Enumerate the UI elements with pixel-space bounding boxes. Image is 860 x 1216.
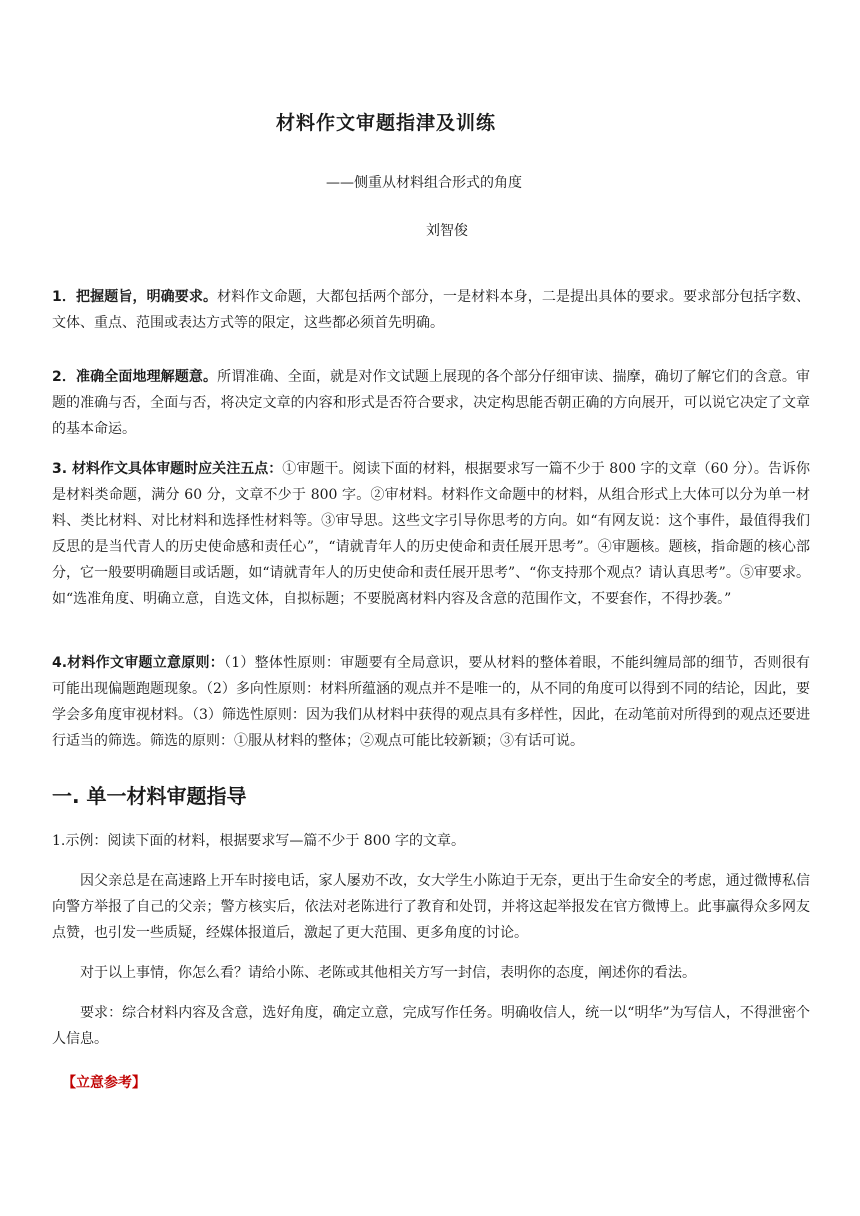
document-subtitle: ——侧重从材料组合形式的角度 (326, 175, 522, 191)
reference-heading: 【立意参考】 (62, 1075, 146, 1091)
point-3 (52, 456, 810, 612)
point-1-label: 1．把握题旨，明确要求。 (52, 289, 218, 305)
point-4-label: 4.材料作文审题立意原则： (52, 655, 225, 671)
example-prompt: 对于以上事情，你怎么看？请给小陈、老陈或其他相关方写一封信，表明你的态度，阐述你的看法。 (80, 965, 696, 981)
point-4-text: （1）整体性原则：审题要有全局意识，要从材料的整体着眼，不能纠缠局部的细节，否则很有可能出现偏题跑题现象。（2）多向性原则：材料所蕴涵的观点并不是唯一的，从不同的角度可以得到不同的结论，因此，要学会多角度审视材料。（3）筛选性原则：因为我们从材料中获得的观点具有多样性，因此，在动笔前对所得到的观点还要进行适当的筛选。筛选的原则：①服从材料的整体；②观点可能比较新颖；③有话可说。 (52, 655, 811, 749)
point-4 (52, 650, 810, 754)
point-1-text: 材料作文命题，大都包括两个部分，一是材料本身，二是提出具体的要求。要求部分包括字数、文体、重点、范围或表达方式等的限定，这些都必须首先明确。 (52, 289, 810, 331)
document-author: 刘智俊 (426, 223, 468, 239)
point-1 (52, 284, 810, 336)
document-title: 材料作文审题指津及训练 (276, 112, 497, 134)
example-requirement: 要求：综合材料内容及含意，选好角度，确定立意，完成写作任务。明确收信人，统一以“明华”为写信人，不得泄密个人信息。 (52, 1005, 810, 1047)
example-intro: 1.示例：阅读下面的材料，根据要求写—篇不少于 800 字的文章。 (52, 833, 465, 849)
point-2 (52, 364, 810, 442)
example-material: 因父亲总是在高速路上开车时接电话，家人屡劝不改，女大学生小陈迫于无奈，更出于生命安全的考虑，通过微博私信向警方举报了自己的父亲；警方核实后，依法对老陈进行了教育和处罚，并将这起举报发在官方微博上。此事赢得众多网友点赞，也引发一些质疑，经媒体报道后，激起了更大范围、更多角度的讨论。 (52, 873, 810, 941)
point-3-label: 3. 材料作文具体审题时应关注五点： (52, 461, 283, 477)
section-heading: 一. 单一材料审题指导 (52, 784, 247, 808)
point-3-text: ①审题干。阅读下面的材料，根据要求写一篇不少于 800 字的文章（60 分）。告诉你是材料类命题，满分 60 分，文章不少于 800 字。②审材料。材料作文命题中的材料，从组合形式上大体可以分为单一材料、类比材料、对比材料和选择性材料等。③审导思。这些文字引导你思考的方向。如“有网友说：这个事件，最值得我们反思的是当代青人的历史使命感和责任心”，“请就青年人的历史使命和责任展开思考”。④审题核。题核，指命题的核心部分，它一般要明确题目或话题，如“请就青年人的历史使命和责任展开思考”、“你支持那个观点？请认真思考”。⑤审要求。如“选准角度、明确立意，自选文体，自拟标题；不要脱离材料内容及含意的范围作文，不要套作，不得抄袭。” (52, 461, 810, 607)
point-2-text: 所谓准确、全面，就是对作文试题上展现的各个部分仔细审读、揣摩，确切了解它们的含意。审题的准确与否，全面与否，将决定文章的内容和形式是否符合要求，决定构思能否朝正确的方向展开，可以说它决定了文章的基本命运。 (52, 369, 810, 437)
point-2-label: 2．准确全面地理解题意。 (52, 369, 218, 385)
